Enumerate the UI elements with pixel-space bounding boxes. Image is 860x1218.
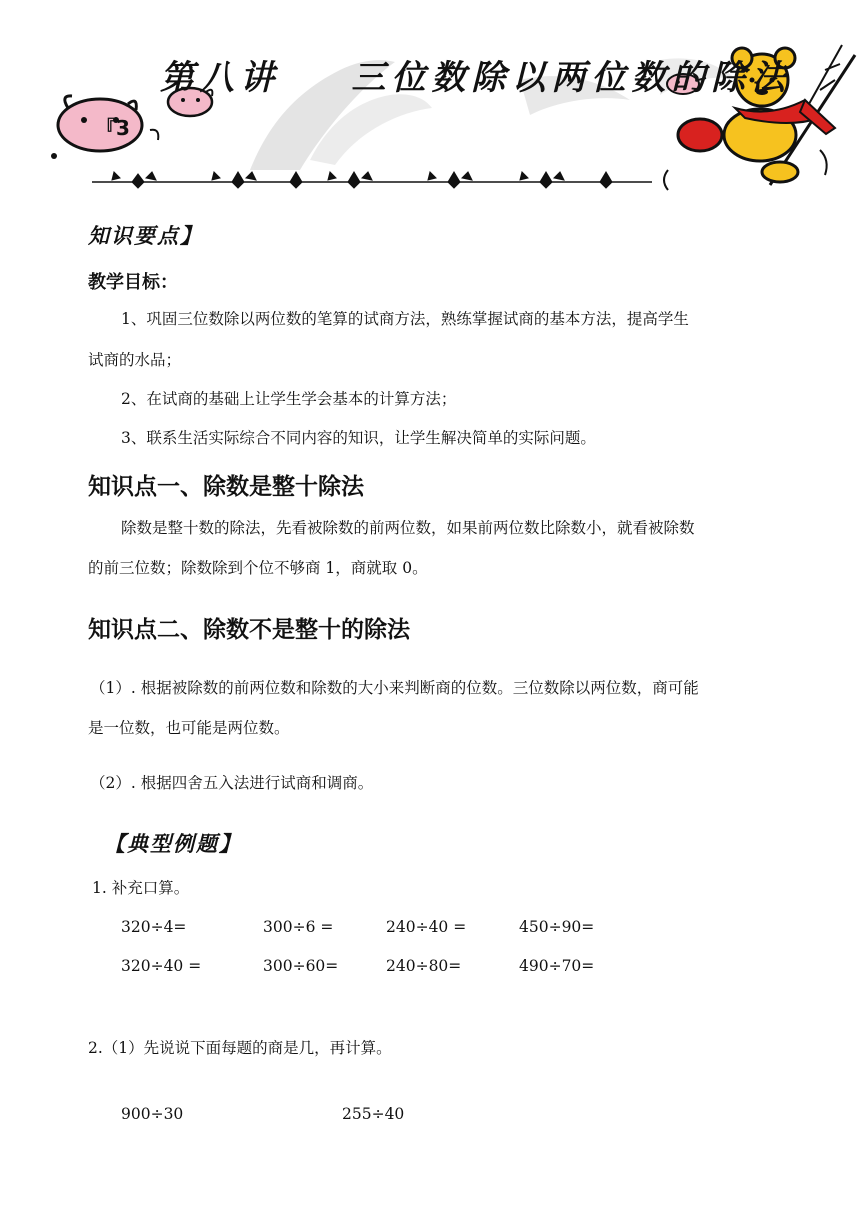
- pig-face-mark: 『3: [96, 116, 130, 140]
- teaching-goals-label: 教学目标：: [88, 272, 178, 293]
- knowledge-point-1-heading: 知识点一、除数是整十除法: [88, 474, 364, 500]
- typical-examples-heading: 【典型例题】: [104, 832, 242, 856]
- leaf-ornament-icon: [600, 172, 612, 188]
- calc-item: 900÷30: [121, 1105, 184, 1123]
- knowledge-point-1-line-2: 的前三位数；除数除到个位不够商 1，商就取 0。: [88, 559, 428, 577]
- calc-item: 320÷40 =: [121, 957, 202, 975]
- goal-item-3: 3、联系生活实际综合不同内容的知识，让学生解决简单的实际问题。: [121, 429, 596, 447]
- leaf-ornament-icon: [428, 172, 472, 188]
- knowledge-point-2-item-2: （2）. 根据四舍五入法进行试商和调商。: [90, 774, 374, 792]
- goal-item-2: 2、在试商的基础上让学生学会基本的计算方法；: [121, 390, 457, 408]
- calc-item: 255÷40: [342, 1105, 405, 1123]
- key-points-heading: 知识要点】: [88, 224, 203, 248]
- leaf-ornament-icon: [112, 172, 156, 188]
- question-1-label: 1. 补充口算。: [92, 879, 190, 897]
- calc-item: 240÷40 =: [386, 918, 467, 936]
- calc-item: 300÷60=: [263, 957, 339, 975]
- calc-item: 320÷4=: [121, 918, 187, 936]
- knowledge-point-2-item-1-line-1: （1）. 根据被除数的前两位数和除数的大小来判断商的位数。三位数除以两位数，商可能: [90, 679, 699, 697]
- leaf-ornament-icon: [520, 172, 564, 188]
- leaf-ornament-icon: [328, 172, 372, 188]
- goal-item-1-line-1: 1、巩固三位数除以两位数的笔算的试商方法，熟练掌握试商的基本方法，提高学生: [121, 310, 689, 328]
- goal-item-1-line-2: 试商的水品；: [88, 351, 182, 369]
- question-2-label: 2.（1）先说说下面每题的商是几，再计算。: [88, 1039, 392, 1057]
- knowledge-point-1-line-1: 除数是整十数的除法，先看被除数的前两位数，如果前两位数比除数小，就看被除数: [121, 519, 695, 537]
- lecture-title: 第八讲 三位数除以两位数的除法: [160, 58, 792, 98]
- calc-item: 450÷90=: [519, 918, 595, 936]
- header-banner: [0, 0, 860, 205]
- knowledge-point-2-item-1-line-2: 是一位数，也可能是两位数。: [88, 719, 290, 737]
- leaf-ornament-icon: [212, 172, 256, 188]
- knowledge-point-2-heading: 知识点二、除数不是整十的除法: [88, 617, 410, 643]
- calc-item: 300÷6 =: [263, 918, 334, 936]
- calc-item: 240÷80=: [386, 957, 462, 975]
- leaf-ornament-icon: [290, 172, 302, 188]
- leaf-ornament-row: [92, 166, 652, 192]
- calc-item: 490÷70=: [519, 957, 595, 975]
